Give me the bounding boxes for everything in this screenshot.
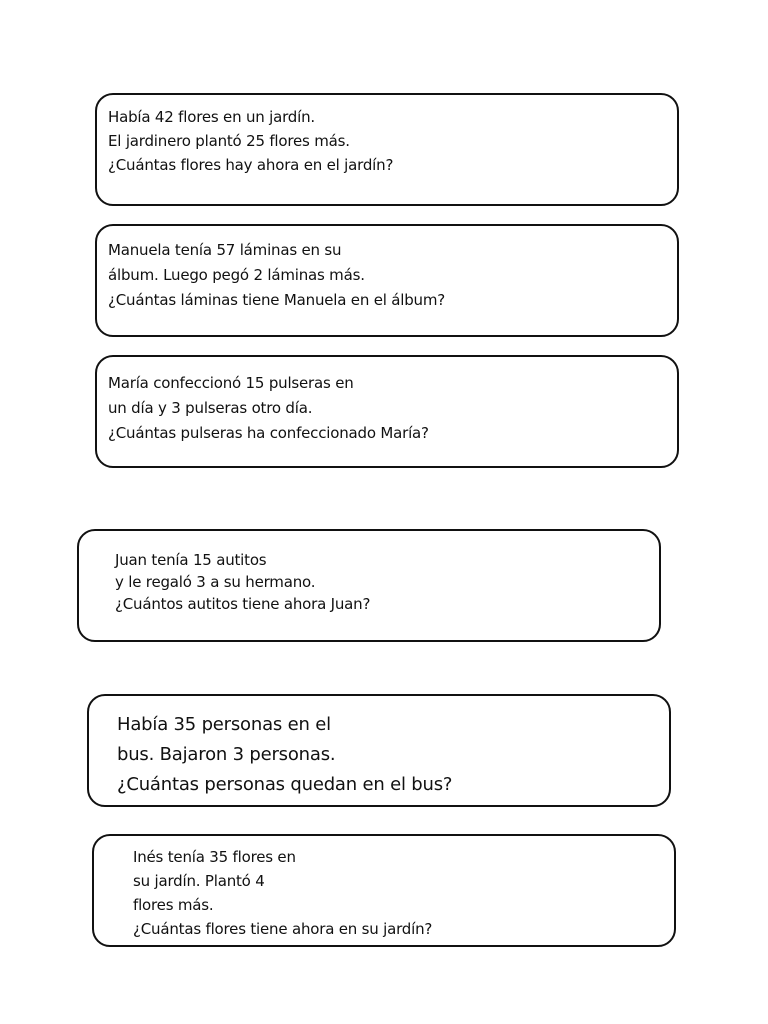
problem-line: Manuela tenía 57 láminas en su xyxy=(108,241,342,259)
problem-line: María confeccionó 15 pulseras en xyxy=(108,374,354,392)
problem-text xyxy=(89,696,669,800)
problem-question: ¿Cuántas flores hay ahora en el jardín? xyxy=(108,156,394,174)
problem-question: ¿Cuántas flores tiene ahora en su jardín? xyxy=(133,920,433,938)
problem-question: ¿Cuántos autitos tiene ahora Juan? xyxy=(115,595,371,613)
problem-card-laminas-album xyxy=(95,224,679,337)
problem-card-ines-flores xyxy=(92,834,676,947)
problem-text xyxy=(97,226,677,313)
problem-question: ¿Cuántas láminas tiene Manuela en el álbum? xyxy=(108,291,446,309)
problem-card-personas-bus xyxy=(87,694,671,807)
problem-card-flores-jardin xyxy=(95,93,679,206)
problem-text xyxy=(94,836,674,941)
problem-line: álbum. Luego pegó 2 láminas más. xyxy=(108,266,365,284)
problem-line: y le regaló 3 a su hermano. xyxy=(115,573,316,591)
problem-line: bus. Bajaron 3 personas. xyxy=(117,744,336,765)
problem-card-autitos xyxy=(77,529,661,642)
problem-line: Juan tenía 15 autitos xyxy=(115,551,267,569)
problem-line: su jardín. Plantó 4 xyxy=(133,872,265,890)
problem-card-pulseras xyxy=(95,355,679,468)
problem-question: ¿Cuántas pulseras ha confeccionado María? xyxy=(108,424,429,442)
problem-question: ¿Cuántas personas quedan en el bus? xyxy=(117,774,453,795)
problem-line: flores más. xyxy=(133,896,214,914)
problem-line: El jardinero plantó 25 flores más. xyxy=(108,132,350,150)
problem-line: Había 42 flores en un jardín. xyxy=(108,108,315,126)
problem-line: un día y 3 pulseras otro día. xyxy=(108,399,313,417)
problem-line: Inés tenía 35 flores en xyxy=(133,848,296,866)
problem-text xyxy=(97,357,677,446)
problem-text xyxy=(79,531,659,615)
problem-line: Había 35 personas en el xyxy=(117,714,331,735)
problem-text xyxy=(97,95,677,177)
